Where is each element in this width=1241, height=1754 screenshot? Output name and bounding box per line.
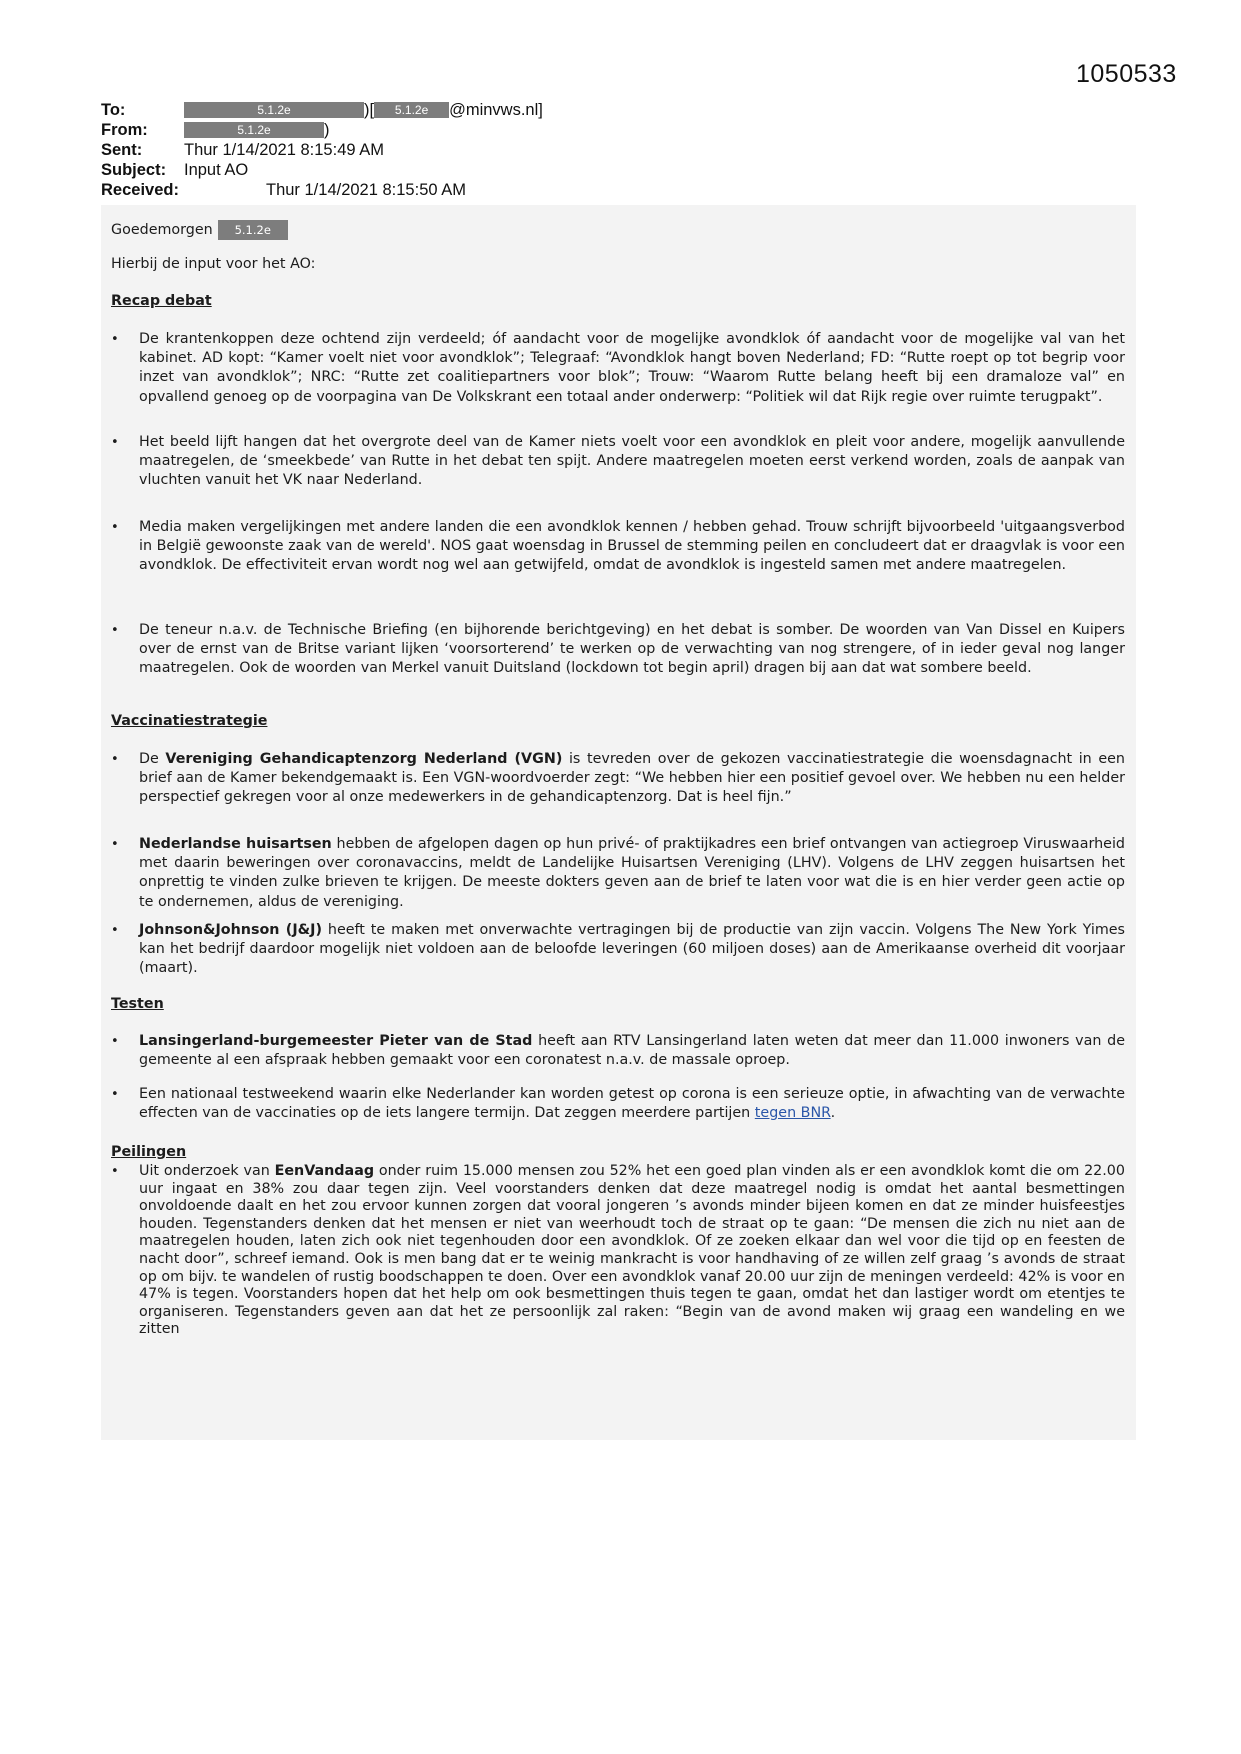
to-domain: @minvws.nl] [449, 101, 543, 119]
greeting [111, 220, 288, 240]
redaction-box: 5.1.2e [184, 102, 364, 118]
item-bold-text: EenVandaag [274, 1163, 375, 1179]
email-body [101, 205, 1136, 1440]
received-value: Thur 1/14/2021 8:15:50 AM [266, 181, 466, 199]
item-text: . [830, 1105, 836, 1122]
subject-value: Input AO [184, 161, 249, 179]
list-item [139, 921, 1125, 979]
item-text: heeft te maken met onverwachte vertragingen bij de productie van zijn vaccin. Volgens The New York Yimes kan het bedrijf daardoor mogelijk niet voldoen aan de beloofde leveringen (60 miljoen doses) aan de Amerikaanse overheid dit voorjaar (maart). [139, 922, 1125, 977]
section-heading-testen: Testen [111, 996, 164, 1012]
intro-text: Hierbij de input voor het AO: [111, 256, 316, 272]
item-bold-text: Nederlandse huisartsen [139, 836, 332, 852]
to-label: To: [101, 101, 126, 119]
sent-label: Sent: [101, 141, 143, 159]
list-item: • Media maken vergelijkingen met andere landen die een avondklok kennen / hebben gehad. Trouw schrijft bijvoorbeeld 'uitgaangsverbod in België gewoonste zaak van de wereld'. NOS gaat woensdag in Brussel de stemming peilen en concludeert dat er draagvlak is voor een avondklok. De effectiviteit ervan wordt nog wel aan getwijfeld, omdat de avondklok is ingesteld samen met andere maatregelen. [139, 518, 1125, 576]
section-heading-peilingen: Peilingen [111, 1144, 187, 1160]
list-item: • De teneur n.a.v. de Technische Briefing (en bijhorende berichtgeving) en het debat is somber. De woorden van Van Dissel en Kuipers over de ernst van de Britse variant lijken ‘voorsorterend’ te werken op de verwachting van nog strengere, of in ieder geval nog langer maatregelen. Ook de woorden van Merkel vanuit Duitsland (lockdown tot begin april) dragen bij aan dat wat sombere beeld. [139, 621, 1125, 679]
item-bold-text: Vereniging Gehandicaptenzorg Nederland (VGN) [165, 751, 563, 767]
item-text: De [139, 751, 166, 767]
item-text: Uit onderzoek van [139, 1163, 275, 1179]
redaction-box: 5.1.2e [184, 122, 324, 138]
item-text: Een nationaal testweekend waarin elke Nederlander kan worden getest op corona is een serieuze optie, in afwachting van de verwachte effecten van de vaccinaties op de iets langere termijn. Dat zeggen meerdere partijen [139, 1086, 1125, 1122]
greeting-text: Goedemorgen [111, 222, 213, 238]
subject-label: Subject: [101, 161, 167, 179]
list-item [139, 1163, 1125, 1339]
received-label: Received: [101, 181, 179, 199]
to-value: 5.1.2e )[ 5.1.2e @minvws.nl] [184, 100, 543, 120]
from-label: From: [101, 121, 148, 139]
sent-value: Thur 1/14/2021 8:15:49 AM [184, 141, 384, 159]
redaction-box: 5.1.2e [218, 220, 288, 240]
redaction-box: 5.1.2e [374, 102, 449, 118]
item-text: is tevreden over de gekozen vaccinatiestrategie die woensdagnacht in een brief aan de Kamer bekendgemaakt is. Een VGN-woordvoerder zegt: “We hebben hier een positief gevoel over. We hebben nu een helder perspectief gekregen voor al onze medewerkers in de gehandicaptenzorg. Dat is heel fijn.” [139, 751, 1125, 806]
bnr-link[interactable]: tegen BNR [754, 1105, 831, 1122]
item-bold-text: Johnson&Johnson (J&J) [139, 922, 322, 938]
item-text: onder ruim 15.000 mensen zou 52% het een goed plan vinden als er een avondklok komt die om 22.00 uur ingaat en 38% zou daar tegen zijn. Veel voorstanders denken dat deze maatregel nodig is omdat het aantal besmettingen onvoldoende daalt en het zou ervoor kunnen zorgen dat vooral jongeren ’s avonds minder bijeen komen en dat ze minder huisfeestjes houden. Tegenstanders denken dat het mensen er niet van weerhoudt toch de straat op te gaan: “De mensen die zich nu niet aan de maatregelen houden, laten zich ook niet tegenhouden door een avondklok. Of ze zoeken elkaar dan wel voor die tijd op en feesten de nacht door”, schreef iemand. Ook is men bang dat er te weinig mankracht is voor handhaving of ze willen zelf graag ’s avonds de straat op om bijv. te wandelen of rustig boodschappen te doen. Over een avondklok vanaf 20.00 uur zijn de meningen verdeeld: 42% is voor en 47% is tegen. Voorstanders hopen dat het help om ook besmettingen thuis tegen te gaan, omdat het dan lastiger wordt om etentjes te organiseren. Tegenstanders geven aan dat het ze persoonlijk zal raken: “Begin van de avond maken wij graag een wandeling en we zitten [139, 1163, 1125, 1338]
section-heading-vaccinatiestrategie: Vaccinatiestrategie [111, 713, 268, 729]
item-bold-text: Lansingerland-burgemeester Pieter van de Stad [139, 1033, 533, 1049]
item-text: heeft aan RTV Lansingerland laten weten dat meer dan 11.000 inwoners van de gemeente al een afspraak hebben gemaakt voor een coronatest n.a.v. de massale oproep. [139, 1033, 1125, 1069]
list-item: • De krantenkoppen deze ochtend zijn verdeeld; óf aandacht voor de mogelijke avondklok óf aandacht voor de mogelijke val van het kabinet. AD kopt: “Kamer voelt niet voor avondklok”; Telegraaf: “Avondklok hangt boven Nederland; FD: “Rutte roept op tot begrip voor inzet van avondklok”; NRC: “Rutte zet coalitiepartners voor blok”; Trouw: “Waarom Rutte belang heeft bij een dramaloze val” en opvallend genoeg op de voorpagina van De Volkskrant een totaal ander onderwerp: “Politiek wil dat Rijk regie over ruimte terugpakt”. [139, 330, 1125, 407]
list-item [139, 835, 1125, 912]
item-text: hebben de afgelopen dagen op hun privé- of praktijkadres een brief ontvangen van actiegroep Viruswaarheid met daarin beweringen over coronavaccins, meldt de Landelijke Huisartsen Vereniging (LHV). Volgens de LHV zeggen huisartsen het onprettig te vinden zulke brieven te krijgen. De meeste dokters geven aan de brief te laten voor wat die is en hier verder geen actie op te ondernemen, aldus de vereniging. [139, 836, 1125, 910]
from-value: 5.1.2e ) [184, 120, 330, 140]
section-heading-recap: Recap debat [111, 293, 212, 309]
list-item [139, 750, 1125, 808]
list-item: • Het beeld lijft hangen dat het overgrote deel van de Kamer niets voelt voor een avondklok en pleit voor andere, mogelijk aanvullende maatregelen, de ‘smeekbede’ van Rutte in het debat ten spijt. Andere maatregelen moeten eerst verkend worden, zoals de aanpak van vluchten vanuit het VK naar Nederland. [139, 433, 1125, 491]
list-item [139, 1085, 1125, 1123]
document-id: 1050533 [1076, 60, 1177, 88]
list-item [139, 1032, 1125, 1070]
